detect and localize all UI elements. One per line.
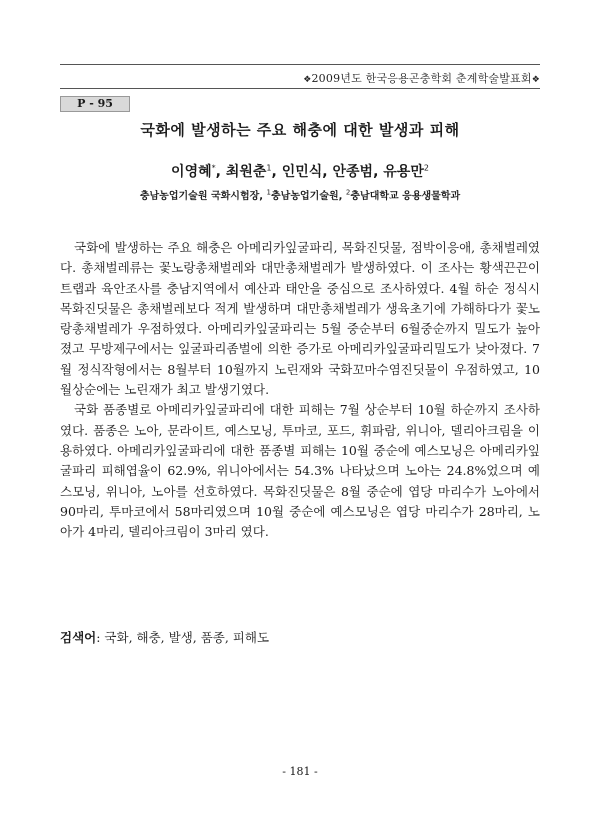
keywords-label: 검색어 (60, 630, 97, 645)
author-list: 이영혜*, 최원춘$^1$, 인민식, 안종범, 유용만$^2$ (171, 163, 429, 180)
conference-header (60, 70, 540, 86)
affiliation: 충남대학교 응용생물학과 (350, 191, 461, 202)
affiliation-list (60, 187, 540, 202)
author-mark: 2 (423, 163, 429, 173)
author-mark: 1 (266, 163, 272, 173)
affiliation-mark: 2 (345, 188, 351, 197)
conference-name: 2009년도 한국응용곤충학회 춘계학술발표회 (311, 72, 532, 85)
affiliation: 충남농업기술원 국화시험장, (139, 191, 267, 202)
header-bottom-rule (60, 88, 540, 89)
page-number: - 181 - (282, 765, 318, 778)
abstract-paragraph: 국화에 발생하는 주요 해충은 아메리카잎굴파리, 목화진딧물, 점박이응애, 총채벌레였다. 총채벌레류는 꽃노랑총채벌레와 대만총채벌레가 발생하였다. 이 조사는 황색끈끈이트랩과 육안조사를 충남지역에서 예산과 태안을 중심으로 조사하였다. 4월 하순 정식시 목화진딧물은 총채벌레보다 적게 발생하며 대만총채벌레가 생육초기에 가해하다가 꽃노랑총채벌레가 우점하였다. 아메리카잎굴파리는 5월 중순부터 6월중순까지 밀도가 높아졌고 무방제구에서는 잎굴파리좀벌에 의한 증가로 아메리카잎굴파리밀도가 낮아졌다. 7월 정식작형에서는 8월부터 10월까지 노린재와 국화꼬마수염진딧물이 우점하였고, 10월상순에는 노린재가 최고 발생기였다. (60, 240, 540, 398)
diamond-ornament-icon: ❖ (303, 75, 312, 85)
abstract (60, 238, 540, 542)
affiliation: 충남농업기술원, (271, 191, 346, 202)
abstract-paragraph: 국화 품종별로 아메리카잎굴파리에 대한 피해는 7월 상순부터 10월 하순까지 조사하였다. 품종은 노아, 문라이트, 예스모닝, 투마코, 포드, 휘파람, 위니아, 델리아크림을 이용하였다. 아메리카잎굴파리에 대한 품종별 피해는 10월 중순에 예스모닝은 아메리카잎굴파리 피해엽율이 62.9%, 위니아에서는 54.3% 나타났으며 노아는 24.8%었으며 예스모닝, 위니아, 노아를 선호하였다. 목화진딧물은 8월 중순에 엽당 마리수가 노아에서 90마리, 투마코에서 58마리였으며 10월 중순에 예스모닝은 엽당 마리수가 28마리, 노아가 4마리, 델리아크림이 3마리 였다. (60, 402, 540, 540)
author: 최원춘 (225, 164, 267, 180)
author-mark: * (211, 163, 216, 173)
diamond-ornament-icon: ❖ (531, 75, 540, 85)
affiliation-mark: 1 (266, 188, 272, 197)
paper-code-badge: P - 95 (60, 96, 130, 112)
paper-title: 국화에 발생하는 주요 해충에 대한 발생과 피해 (140, 121, 460, 139)
author: 유용만 (383, 164, 424, 180)
author: 안종범 (332, 164, 374, 180)
keywords-values: : 국화, 해충, 발생, 품종, 피해도 (96, 630, 270, 645)
author: 이영혜 (171, 164, 212, 180)
author: 인민식 (281, 164, 323, 180)
keywords (60, 628, 540, 646)
header-top-rule (60, 64, 540, 65)
